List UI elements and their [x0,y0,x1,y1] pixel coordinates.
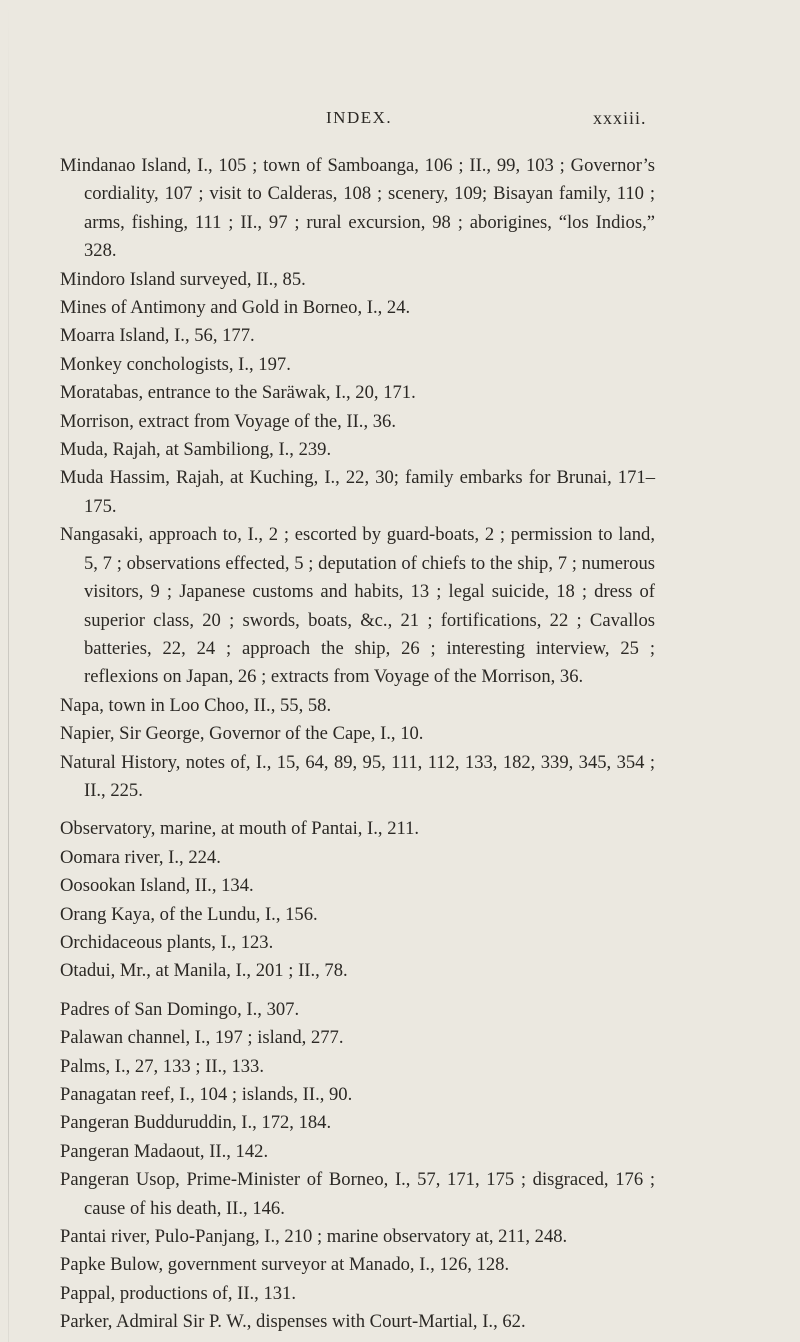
index-entry-orchidaceous: Orchidaceous plants, I., 123. [60,931,274,953]
index-entry-oosookan: Oosookan Island, II., 134. [60,875,254,897]
index-entry-pappal: Pappal, productions of, II., 131. [60,1282,296,1304]
index-entries [60,152,655,1337]
index-entry-pangeran-budduruddin: Pangeran Budduruddin, I., 172, 184. [60,1112,332,1134]
index-entry-palawan: Palawan channel, I., 197 ; island, 277. [60,1027,344,1049]
index-entry-napier: Napier, Sir George, Governor of the Cape, I., 10. [60,723,424,745]
index-entry-pangeran-usop: Pangeran Usop, Prime-Minister of Borneo, I., 57, 171, 175 ; disgraced, 176 ; cause of his death, II., 146. [60,1169,655,1219]
index-entry-pangeran-madaout: Pangeran Madaout, II., 142. [60,1140,269,1162]
index-entry-mindoro: Mindoro Island surveyed, II., 85. [60,268,306,290]
index-entry-mines: Mines of Antimony and Gold in Borneo, I., 24. [60,297,411,319]
index-entry-natural-history: Natural History, notes of, I., 15, 64, 89, 95, 111, 112, 133, 182, 339, 345, 354 ; II., 225. [60,751,655,801]
index-entry-napa: Napa, town in Loo Choo, II., 55, 58. [60,694,332,716]
index-entry-otadui: Otadui, Mr., at Manila, I., 201 ; II., 78. [60,960,348,982]
index-entry-moarra: Moarra Island, I., 56, 177. [60,325,255,347]
index-entry-muda: Muda, Rajah, at Sambiliong, I., 239. [60,439,332,461]
index-entry-observatory: Observatory, marine, at mouth of Pantai, I., 211. [60,818,420,840]
index-entry-pantai: Pantai river, Pulo-Panjang, I., 210 ; marine observatory at, 211, 248. [60,1226,568,1248]
index-entry-parker: Parker, Admiral Sir P. W., dispenses with Court-Martial, I., 62. [60,1311,526,1333]
running-head: INDEX. [326,108,393,127]
index-entry-papke-bulow: Papke Bulow, government surveyor at Manado, I., 126, 128. [60,1254,510,1276]
page-header [0,108,800,132]
index-entry-moratabas: Moratabas, entrance to the Saräwak, I., 20, 171. [60,382,416,404]
index-entry-nangasaki: Nangasaki, approach to, I., 2 ; escorted by guard-boats, 2 ; permission to land, 5, 7 ; observations effected, 5 ; deputation of chiefs to the ship, 7 ; numerous visitors, 9 ; Japanese customs and habits, 13 ; legal suicide, 18 ; dress of superior class, 20 ; swords, boats, &c., 21 ; fortifications, 22 ; Cavallos batteries, 22, 24 ; approach the ship, 26 ; interesting interview, 25 ; reflexions on Japan, 26 ; extracts from Voyage of the Morrison, 36. [60,524,655,688]
index-entry-palms: Palms, I., 27, 133 ; II., 133. [60,1055,265,1077]
page-edge-shadow [8,0,9,1342]
index-entry-oomara: Oomara river, I., 224. [60,846,221,868]
index-entry-orang-kaya: Orang Kaya, of the Lundu, I., 156. [60,903,318,925]
index-entry-morrison: Morrison, extract from Voyage of the, II., 36. [60,410,396,432]
index-entry-padres: Padres of San Domingo, I., 307. [60,998,300,1020]
index-entry-muda-hassim: Muda Hassim, Rajah, at Kuching, I., 22, 30; family embarks for Brunai, 171–175. [60,467,655,517]
index-entry-panagatan: Panagatan reef, I., 104 ; islands, II., 90. [60,1084,353,1105]
index-entry-mindanao: Mindanao Island, I., 105 ; town of Samboanga, 106 ; II., 99, 103 ; Governor’s cordiality, 107 ; visit to Calderas, 108 ; scenery, 109; Bisayan family, 110 ; arms, fishing, 111 ; II., 97 ; rural excursion, 98 ; aborigines, “los Indios,” 328. [60,155,655,262]
page-number: xxxiii. [593,108,647,128]
index-entry-monkey: Monkey conchologists, I., 197. [60,353,291,375]
